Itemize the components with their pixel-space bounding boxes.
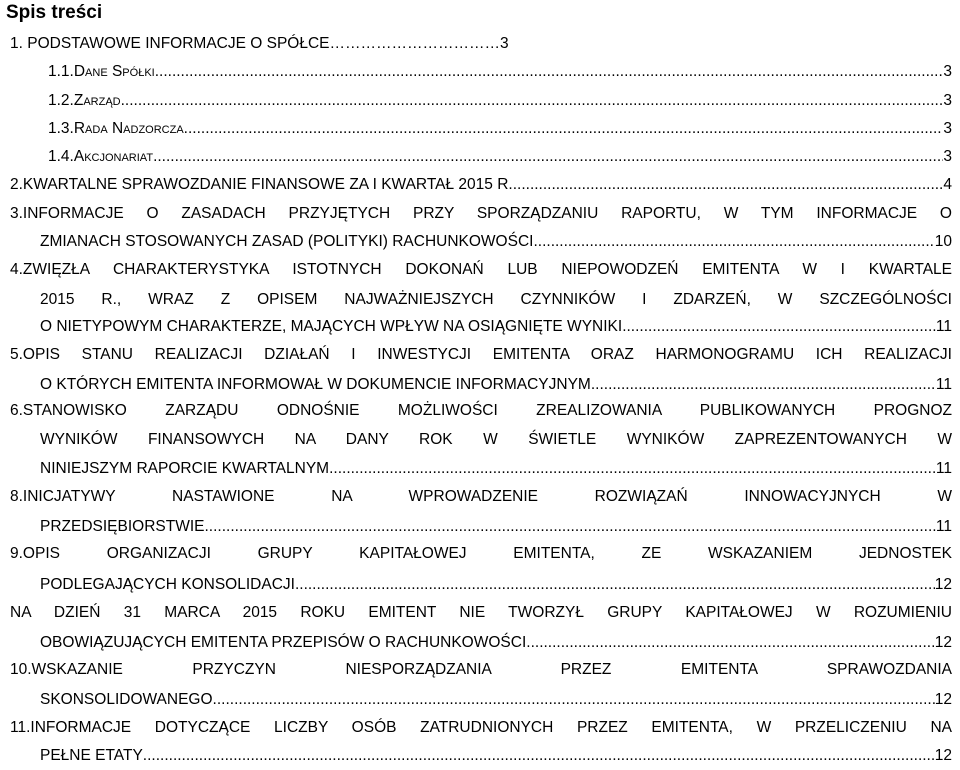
dot-leader xyxy=(329,455,936,483)
toc-entry-line[interactable] xyxy=(10,200,952,228)
toc-title: Spis treści xyxy=(6,2,103,23)
toc-entry-line[interactable] xyxy=(10,30,952,58)
toc-entry-line[interactable] xyxy=(40,455,952,483)
dot-leader xyxy=(622,313,936,341)
toc-entry-line[interactable] xyxy=(48,143,952,171)
toc-entry-text: PRZEDSIĘBIORSTWIE xyxy=(40,518,205,535)
dot-leader xyxy=(155,58,944,86)
dot-leader xyxy=(531,629,935,657)
dot-leader xyxy=(213,686,935,714)
toc-entry-text: 1.2.Zarząd xyxy=(48,92,121,109)
toc-entry-text: 8.INICJATYWY NASTAWIONE NA WPROWADZENIE ROZWIĄZAŃ INNOWACYJNYCH W xyxy=(10,488,952,505)
toc-page-number: 11 xyxy=(935,518,952,535)
toc-entry-line[interactable] xyxy=(10,540,952,568)
toc-entry-line[interactable] xyxy=(40,742,952,770)
toc-entry-line[interactable] xyxy=(40,686,952,714)
toc-page-number: 12 xyxy=(934,691,952,708)
toc-entry-text: 10.WSKAZANIE PRZYCZYN NIESPORZĄDZANIA PRZEZ EMITENTA SPRAWOZDANIA xyxy=(10,661,952,678)
toc-entry-line[interactable] xyxy=(10,256,952,284)
toc-page-number: 11 xyxy=(935,460,952,477)
toc-entry-line[interactable] xyxy=(40,371,952,399)
toc-entry-line[interactable] xyxy=(40,426,952,454)
toc-page-number: 3 xyxy=(943,148,952,165)
dot-leader xyxy=(121,87,944,115)
toc-entry-text: O NIETYPOWYM CHARAKTERZE, MAJĄCYCH WPŁYW NA OSIĄGNIĘTE WYNIKI xyxy=(40,318,623,335)
toc-entry-text: NINIEJSZYM RAPORCIE KWARTALNYM xyxy=(40,460,330,477)
toc-entry-text: 2.KWARTALNE SPRAWOZDANIE FINANSOWE ZA I KWARTAŁ 2015 R. xyxy=(10,176,513,193)
toc-page-number: 12 xyxy=(934,747,952,764)
toc-entry-text: WYNIKÓW FINANSOWYCH NA DANY ROK W ŚWIETLE WYNIKÓW ZAPREZENTOWANYCH W xyxy=(40,431,952,448)
toc-entry-text: NA DZIEŃ 31 MARCA 2015 ROKU EMITENT NIE TWORZYŁ GRUPY KAPITAŁOWEJ W ROZUMIENIU xyxy=(10,604,952,621)
toc-page-number: 3 xyxy=(943,120,952,137)
dot-leader xyxy=(205,513,936,541)
toc-entry-line[interactable] xyxy=(10,714,952,742)
toc-entry-line[interactable] xyxy=(48,87,952,115)
toc-entry-text: 11.INFORMACJE DOTYCZĄCE LICZBY OSÓB ZATRUDNIONYCH PRZEZ EMITENTA, W PRZELICZENIU NA xyxy=(10,719,952,736)
toc-entry-line[interactable] xyxy=(10,483,952,511)
toc-page-number: 12 xyxy=(934,576,952,593)
toc-entry-text: OBOWIĄZUJĄCYCH EMITENTA PRZEPISÓW O RACHUNKOWOŚCI. xyxy=(40,634,531,651)
dot-leader xyxy=(513,171,944,199)
toc-entry-text: 1.4.Akcjonariat xyxy=(48,148,154,165)
toc-entry-line[interactable] xyxy=(10,656,952,684)
toc-entry-line[interactable] xyxy=(10,599,952,627)
toc-page-number: 3 xyxy=(943,63,952,80)
toc-entry-text: 1.1.Dane Spółki xyxy=(48,63,155,80)
dot-leader xyxy=(143,742,935,770)
toc-page-number: 4 xyxy=(943,176,952,193)
toc-page-number: 11 xyxy=(935,376,952,393)
dot-leader xyxy=(295,571,935,599)
toc-entry-text: 4.ZWIĘZŁA CHARAKTERYSTYKA ISTOTNYCH DOKONAŃ LUB NIEPOWODZEŃ EMITENTA W I KWARTALE xyxy=(10,261,952,278)
toc-entry-text: SKONSOLIDOWANEGO xyxy=(40,691,213,708)
toc-entry-line[interactable] xyxy=(10,341,952,369)
toc-entry-line[interactable] xyxy=(40,228,952,256)
dot-leader xyxy=(591,371,936,399)
dot-leader xyxy=(153,143,943,171)
toc-page-number: 11 xyxy=(935,318,952,335)
toc-entry-line[interactable] xyxy=(48,58,952,86)
toc-entry-text: PODLEGAJĄCYCH KONSOLIDACJI xyxy=(40,576,295,593)
dot-leader xyxy=(184,115,944,143)
toc-entry-line[interactable] xyxy=(40,286,952,314)
toc-entry-text: PEŁNE ETATY xyxy=(40,747,143,764)
toc-page-number: 3 xyxy=(943,92,952,109)
toc-entry-line[interactable] xyxy=(10,171,952,199)
toc-entry-line[interactable] xyxy=(10,397,952,425)
toc-entry-text: ZMIANACH STOSOWANYCH ZASAD (POLITYKI) RACHUNKOWOŚCI xyxy=(40,233,534,250)
toc-entry-text: 1. PODSTAWOWE INFORMACJE O SPÓŁCE……………………………3 xyxy=(10,35,509,52)
toc-entry-text: 9.OPIS ORGANIZACJI GRUPY KAPITAŁOWEJ EMITENTA, ZE WSKAZANIEM JEDNOSTEK xyxy=(10,545,952,562)
toc-page-number: 12 xyxy=(934,634,952,651)
toc-entry-text: 6.STANOWISKO ZARZĄDU ODNOŚNIE MOŻLIWOŚCI ZREALIZOWANIA PUBLIKOWANYCH PROGNOZ xyxy=(10,402,952,419)
toc-entry-line[interactable] xyxy=(48,115,952,143)
dot-leader xyxy=(533,228,934,256)
toc-entry-text: 5.OPIS STANU REALIZACJI DZIAŁAŃ I INWESTYCJI EMITENTA ORAZ HARMONOGRAMU ICH REALIZACJI xyxy=(10,346,952,363)
toc-entry-text: O KTÓRYCH EMITENTA INFORMOWAŁ W DOKUMENCIE INFORMACYJNYM xyxy=(40,376,591,393)
toc-entry-line[interactable] xyxy=(40,629,952,657)
toc-entry-text: 3.INFORMACJE O ZASADACH PRZYJĘTYCH PRZY SPORZĄDZANIU RAPORTU, W TYM INFORMACJE O xyxy=(10,205,952,222)
toc-entry-line[interactable] xyxy=(40,513,952,541)
toc-page-number: 10 xyxy=(934,233,952,250)
toc-entry-line[interactable] xyxy=(40,313,952,341)
toc-entry-text: 2015 R., WRAZ Z OPISEM NAJWAŻNIEJSZYCH CZYNNIKÓW I ZDARZEŃ, W SZCZEGÓLNOŚCI xyxy=(40,291,952,308)
toc-entry-text: 1.3.Rada Nadzorcza xyxy=(48,120,184,137)
toc-entry-line[interactable] xyxy=(40,571,952,599)
